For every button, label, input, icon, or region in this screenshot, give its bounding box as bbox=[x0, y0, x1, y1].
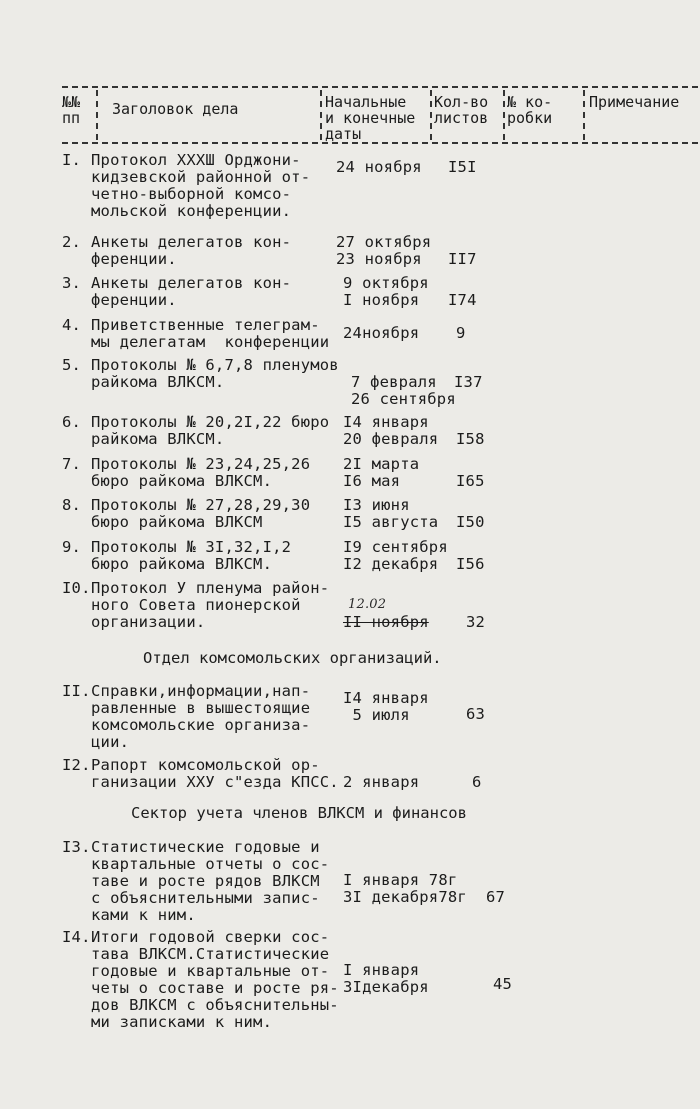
row-title: Итоги годовой сверки сос- тава ВЛКСМ.Статистические годовые и квартальные от- четы о составе и росте ря- дов ВЛКСМ с объяснительны- ми записками к ним. bbox=[91, 928, 339, 1031]
header-dates: Начальные и конечные даты bbox=[325, 93, 416, 143]
row-dates: I января 78г 3I декабря78г bbox=[343, 871, 467, 906]
header-title: Заголовок дела bbox=[112, 100, 239, 118]
row-number: 6. bbox=[62, 413, 82, 431]
row-count: I5I bbox=[448, 158, 477, 176]
header-divider bbox=[320, 90, 322, 140]
row-dates: I4 января 5 июля bbox=[343, 689, 429, 724]
header-count: Кол-во листов bbox=[434, 93, 489, 127]
header-divider bbox=[503, 90, 505, 140]
row-number: II. bbox=[62, 682, 91, 700]
header-note: Примечание bbox=[589, 93, 680, 111]
row-title: Приветственные телеграм- мы делегатам конференции bbox=[91, 316, 330, 351]
row-dates: I3 июня I5 августа bbox=[343, 496, 439, 531]
row-number: 7. bbox=[62, 455, 82, 473]
row-number: 5. bbox=[62, 356, 82, 374]
row-dates: 24ноября bbox=[343, 324, 420, 342]
row-title: Анкеты делегатов кон- ференции. bbox=[91, 274, 292, 309]
header-bottom-rule bbox=[62, 142, 698, 144]
row-dates: 24 ноября bbox=[336, 158, 422, 176]
row-title: Протокол XXXШ Орджони- кидзевской районной от- четно-выборной комсо- мольской конференции. bbox=[91, 151, 311, 220]
row-dates: I4 января 20 февраля bbox=[343, 413, 439, 448]
row-dates: I января 3Iдекабря bbox=[343, 961, 429, 996]
row-count: I74 bbox=[448, 291, 477, 309]
row-count: I37 bbox=[454, 373, 483, 391]
row-count: I56 bbox=[456, 555, 485, 573]
row-dates: 2I марта I6 мая bbox=[343, 455, 420, 490]
row-dates: 2 января bbox=[343, 773, 420, 791]
row-number: I. bbox=[62, 151, 82, 169]
row-count: 45 bbox=[493, 975, 513, 993]
header-divider bbox=[583, 90, 585, 140]
row-title: Протоколы № 6,7,8 пленумов райкома ВЛКСМ. bbox=[91, 356, 339, 391]
row-count: 67 bbox=[486, 888, 506, 906]
row-dates: 27 октября 23 ноября bbox=[336, 233, 432, 268]
row-count: 6 bbox=[472, 773, 482, 791]
row-count: 9 bbox=[456, 324, 466, 342]
row-dates: II ноября bbox=[343, 613, 429, 631]
row-count: 63 bbox=[466, 705, 486, 723]
row-title: Статистические годовые и квартальные отчеты о сос- таве и росте рядов ВЛКСМ с объяснительными запис- ками к ним. bbox=[91, 838, 330, 924]
row-number: 4. bbox=[62, 316, 82, 334]
row-dates: I9 сентября I2 декабря bbox=[343, 538, 448, 573]
header-top-rule bbox=[62, 86, 698, 88]
row-number: 9. bbox=[62, 538, 82, 556]
row-title: Протоколы № 3I,32,I,2 бюро райкома ВЛКСМ. bbox=[91, 538, 292, 573]
row-number: I2. bbox=[62, 756, 91, 774]
row-dates: 9 октября I ноября bbox=[343, 274, 429, 309]
row-number: I3. bbox=[62, 838, 91, 856]
row-number: 2. bbox=[62, 233, 82, 251]
row-count: I58 bbox=[456, 430, 485, 448]
row-count: 32 bbox=[466, 613, 486, 631]
row-title: Протоколы № 20,2I,22 бюро райкома ВЛКСМ. bbox=[91, 413, 330, 448]
header-divider bbox=[430, 90, 432, 140]
row-title: Протокол У пленума район- ного Совета пионерской организации. bbox=[91, 579, 330, 631]
row-number: I4. bbox=[62, 928, 91, 946]
row-count: I50 bbox=[456, 513, 485, 531]
row-count: I65 bbox=[456, 472, 485, 490]
row-count: II7 bbox=[448, 250, 477, 268]
row-title: Анкеты делегатов кон- ференции. bbox=[91, 233, 292, 268]
handwritten-date-note: 12.02 bbox=[348, 597, 387, 612]
row-dates: 7 февраля 26 сентября bbox=[351, 373, 456, 408]
header-number: №№ пп bbox=[62, 93, 81, 127]
section-heading: Сектор учета членов ВЛКСМ и финансов bbox=[131, 804, 467, 822]
section-heading: Отдел комсомольских организаций. bbox=[143, 649, 442, 667]
row-title: Справки,информации,нап- равленные в вышестоящие комсомольские организа- ции. bbox=[91, 682, 311, 751]
row-title: Рапорт комсомольской ор- ганизации XXУ с"езда КПСС. bbox=[91, 756, 339, 791]
row-number: 8. bbox=[62, 496, 82, 514]
header-box: № ко- робки bbox=[507, 93, 553, 127]
row-title: Протоколы № 27,28,29,30 бюро райкома ВЛКСМ bbox=[91, 496, 311, 531]
row-number: I0. bbox=[62, 579, 91, 597]
row-number: 3. bbox=[62, 274, 82, 292]
row-title: Протоколы № 23,24,25,26 бюро райкома ВЛКСМ. bbox=[91, 455, 311, 490]
header-divider bbox=[96, 90, 98, 140]
